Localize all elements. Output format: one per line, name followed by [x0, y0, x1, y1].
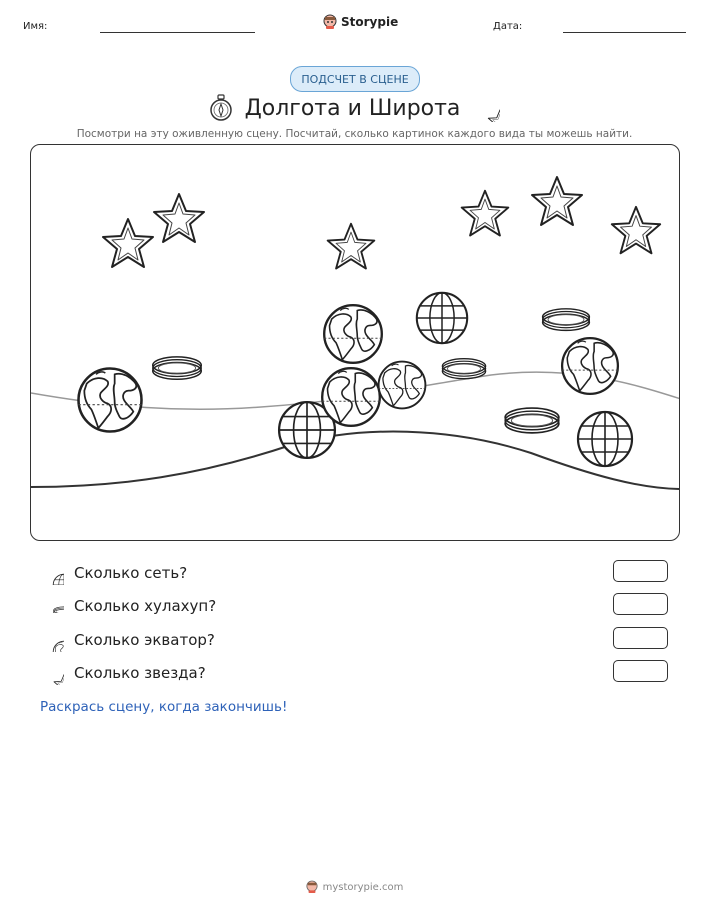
star-icon: [328, 224, 375, 269]
hula-hoop-icon: [543, 309, 590, 331]
question-hoop: [40, 593, 680, 619]
answer-box-equator[interactable]: [613, 627, 668, 649]
brand-logo: [323, 14, 398, 30]
star-icon: [472, 94, 500, 122]
counting-scene: [30, 144, 680, 541]
earth-globe-icon: [40, 628, 64, 652]
star-icon: [103, 219, 153, 267]
page-title: Долгота и Широта: [244, 95, 461, 121]
storypie-mascot-icon: [323, 14, 337, 30]
answer-box-grid[interactable]: [613, 560, 668, 582]
date-line[interactable]: [563, 32, 686, 33]
scene-illustration: [31, 145, 680, 541]
star-icon: [532, 177, 582, 225]
name-line[interactable]: [100, 32, 255, 33]
answer-box-star[interactable]: [613, 660, 668, 682]
star-icon: [154, 194, 204, 242]
star-icon: [40, 661, 64, 685]
instructions: Посмотри на эту оживленную сцену. Посчитай, сколько картинок каждого вида ты можешь найти.: [76, 128, 633, 140]
question-text: Сколько сеть?: [74, 564, 188, 582]
hula-hoop-icon: [505, 408, 559, 433]
question-text: Сколько звезда?: [74, 664, 206, 682]
brand-name: Storypie: [341, 15, 399, 29]
question-text: Сколько хулахуп?: [74, 597, 217, 615]
star-icon: [462, 191, 509, 236]
answer-box-hoop[interactable]: [613, 593, 668, 615]
earth-globe-icon: [324, 305, 382, 363]
grid-globe-icon: [417, 293, 467, 343]
storypie-mascot-icon: [306, 880, 318, 894]
question-grid: [40, 560, 680, 586]
footer-url[interactable]: mystorypie.com: [322, 881, 404, 893]
question-equator: [40, 627, 680, 653]
color-instruction: Раскрась сцену, когда закончишь!: [40, 699, 288, 715]
footer: [0, 880, 709, 894]
earth-globe-icon: [322, 368, 380, 426]
earth-globe-icon: [79, 369, 142, 432]
hula-hoop-icon: [153, 357, 202, 379]
earth-globe-icon: [562, 338, 618, 394]
question-text: Сколько экватор?: [74, 631, 215, 649]
compass-icon: [209, 94, 233, 122]
question-star: [40, 660, 680, 686]
name-label: Имя:: [23, 21, 48, 32]
date-label: Дата:: [493, 21, 523, 32]
hula-hoop-icon: [40, 599, 64, 613]
star-icon: [612, 207, 660, 253]
hula-hoop-icon: [442, 359, 485, 379]
earth-globe-icon: [379, 362, 426, 409]
grid-globe-icon: [578, 412, 632, 466]
title-row: [0, 90, 709, 126]
activity-badge: ПОДСЧЕТ В СЦЕНЕ: [290, 66, 420, 92]
grid-globe-icon: [40, 561, 64, 585]
